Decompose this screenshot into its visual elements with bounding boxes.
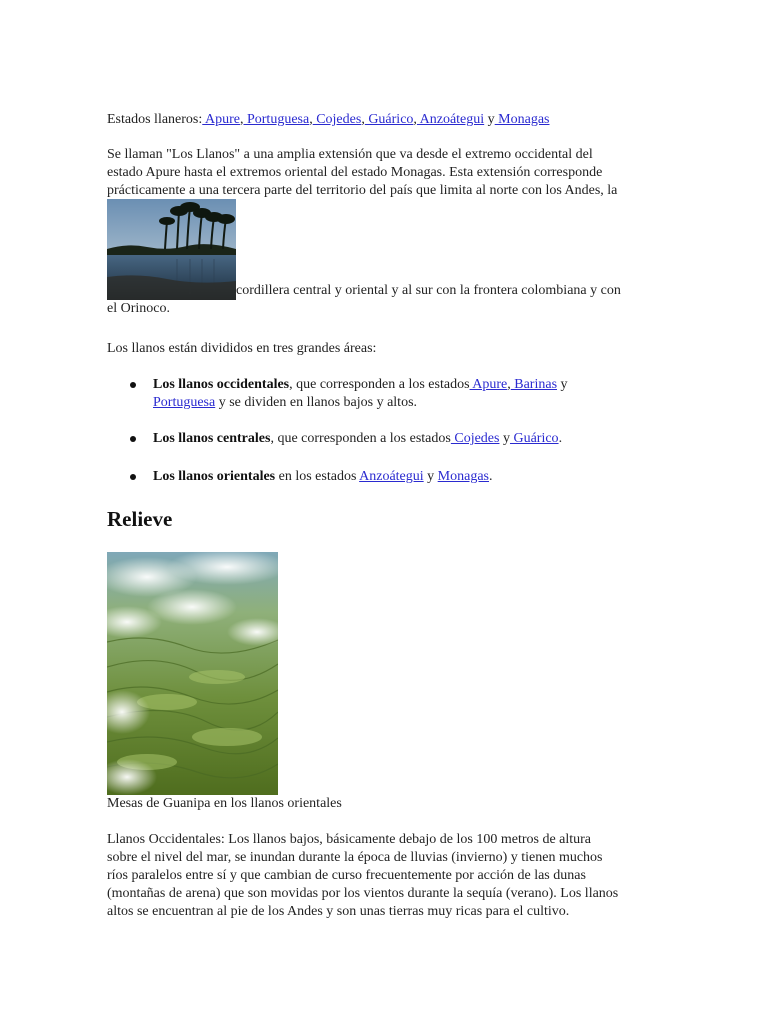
text-line: sobre el nivel del mar, se inundan durante la época de lluvias (invierno) y tienen muchos	[107, 850, 603, 865]
section-heading-relieve: Relieve	[107, 507, 173, 531]
bullet-icon	[130, 474, 136, 480]
link-apure[interactable]: Apure	[469, 377, 508, 392]
link-apure[interactable]: Apure	[202, 112, 240, 127]
text-line: altos se encuentran al pie de los Andes y son unas tierras muy ricas para el cultivo.	[107, 904, 570, 919]
link-guarico[interactable]: Guárico	[509, 431, 559, 446]
text-line: Se llaman "Los Llanos" a una amplia extensión que va desde el extremo occidental del	[107, 147, 593, 162]
text-line: estado Apure hasta el extremos oriental del estado Monagas. Esta extensión corresponde	[107, 165, 603, 180]
llanos-description-continued	[107, 199, 667, 318]
list-item-centrales: Los llanos centrales, que corresponden a los estados Cojedes y Guárico.	[107, 430, 667, 448]
link-barinas[interactable]: Barinas	[510, 377, 558, 392]
link-monagas[interactable]: Monagas	[437, 469, 489, 484]
text-line: prácticamente a una tercera parte del territorio del país que limita al norte con los Andes, la	[107, 183, 618, 198]
link-guarico[interactable]: Guárico	[364, 112, 414, 127]
bullet-icon	[130, 382, 136, 388]
intro-line: Estados llaneros: Apure, Portuguesa, Cojedes, Guárico, Anzoátegui y Monagas	[107, 112, 550, 127]
photo-caption: Mesas de Guanipa en los llanos orientales	[107, 796, 342, 811]
areas-intro: Los llanos están divididos en tres grandes áreas:	[107, 341, 377, 356]
link-cojedes[interactable]: Cojedes	[312, 112, 362, 127]
text-after-photo: cordillera central y oriental y al sur con la frontera colombiana y con	[236, 283, 621, 298]
list-item-orientales: Los llanos orientales en los estados Anzoátegui y Monagas.	[107, 468, 667, 486]
link-anzoategui[interactable]: Anzoátegui	[416, 112, 485, 127]
text-line: ríos paralelos entre sí y que cambian de curso frecuentemente por acción de las dunas	[107, 868, 586, 883]
text-line: el Orinoco.	[107, 301, 170, 316]
link-cojedes[interactable]: Cojedes	[450, 431, 500, 446]
area-title: Los llanos occidentales	[153, 377, 290, 392]
text-line: (montañas de arena) que son movidas por los vientos durante la sequía (verano). Los llanos	[107, 886, 619, 901]
link-portuguesa[interactable]: Portuguesa	[153, 395, 216, 410]
areas-list	[107, 376, 667, 486]
area-title: Los llanos centrales	[153, 431, 271, 446]
mesas-de-guanipa-photo	[107, 552, 278, 795]
llanos-description	[107, 146, 667, 200]
link-anzoategui[interactable]: Anzoátegui	[359, 469, 424, 484]
intro-label: Estados llaneros:	[107, 112, 203, 127]
text-line: Llanos Occidentales: Los llanos bajos, básicamente debajo de los 100 metros de altura	[107, 832, 592, 847]
bullet-icon	[130, 436, 136, 442]
list-item-occidentales: Los llanos occidentales, que corresponden a los estados Apure, Barinas y Portuguesa y se dividen en llanos bajos y altos.	[107, 376, 667, 412]
link-monagas[interactable]: Monagas	[494, 112, 550, 127]
llanos-occidentales-description	[107, 831, 667, 921]
area-title: Los llanos orientales	[153, 469, 276, 484]
palm-lagoon-photo	[107, 199, 236, 300]
link-portuguesa[interactable]: Portuguesa	[243, 112, 310, 127]
